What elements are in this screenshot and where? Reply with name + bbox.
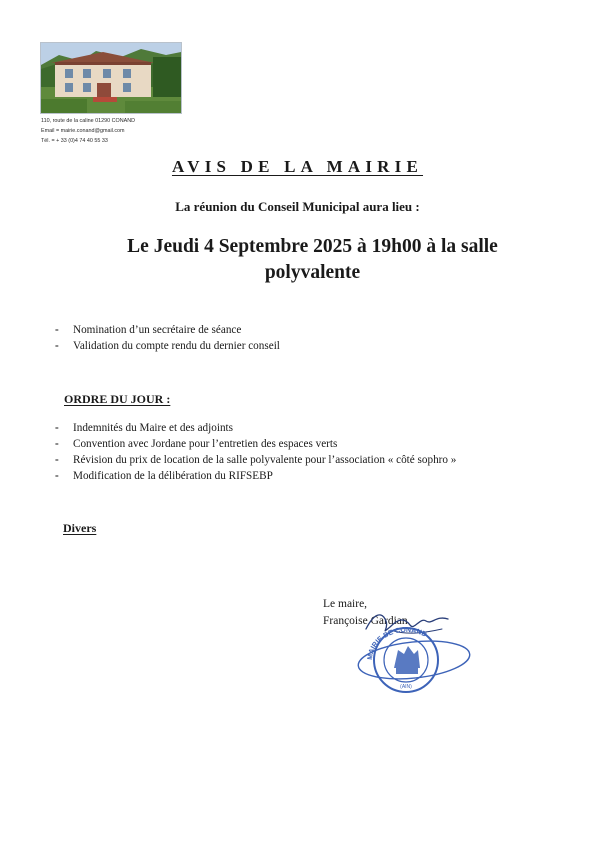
list-item: - Validation du compte rendu du dernier conseil — [55, 338, 280, 354]
list-item: - Nomination d’un secrétaire de séance — [55, 322, 280, 338]
mayor-name: Françoise Gardian — [323, 615, 408, 627]
headline-line-2: polyvalente — [264, 262, 361, 283]
list-item: - Indemnités du Maire et des adjoints — [55, 420, 456, 436]
divers-heading: Divers — [63, 521, 97, 535]
email-line: Email = mairie.conand@gmail.com — [41, 128, 125, 134]
contact-block — [41, 116, 135, 146]
list-item: - Modification de la délibération du RIFSEBP — [55, 468, 456, 484]
meeting-subtitle: La réunion du Conseil Municipal aura lieu : — [175, 199, 420, 214]
notice-title: AVIS DE LA MAIRIE — [171, 157, 424, 176]
phone-line: Tél. = + 33 (0)4 74 40 55 33 — [41, 138, 108, 144]
headline-line-1: Le Jeudi 4 Septembre 2025 à 19h00 à la salle — [127, 236, 498, 257]
town-hall-photo — [40, 42, 182, 114]
list-item: - Révision du prix de location de la salle polyvalente pour l’association « côté sophro » — [55, 452, 456, 468]
preliminary-list — [55, 322, 280, 354]
address-line: 110, route de la caline 01290 CONAND — [41, 118, 135, 124]
stamp-text: MAIRIE DE CONAND — [366, 626, 428, 661]
agenda-heading: ORDRE DU JOUR : — [64, 392, 171, 406]
mayor-role: Le maire, — [323, 598, 368, 610]
list-item: - Convention avec Jordane pour l’entretien des espaces verts — [55, 436, 456, 452]
agenda-list — [55, 420, 456, 484]
stamp-bottom-text: (AIN) — [400, 684, 412, 690]
meeting-date-headline — [90, 234, 535, 286]
mairie-stamp — [352, 624, 474, 696]
